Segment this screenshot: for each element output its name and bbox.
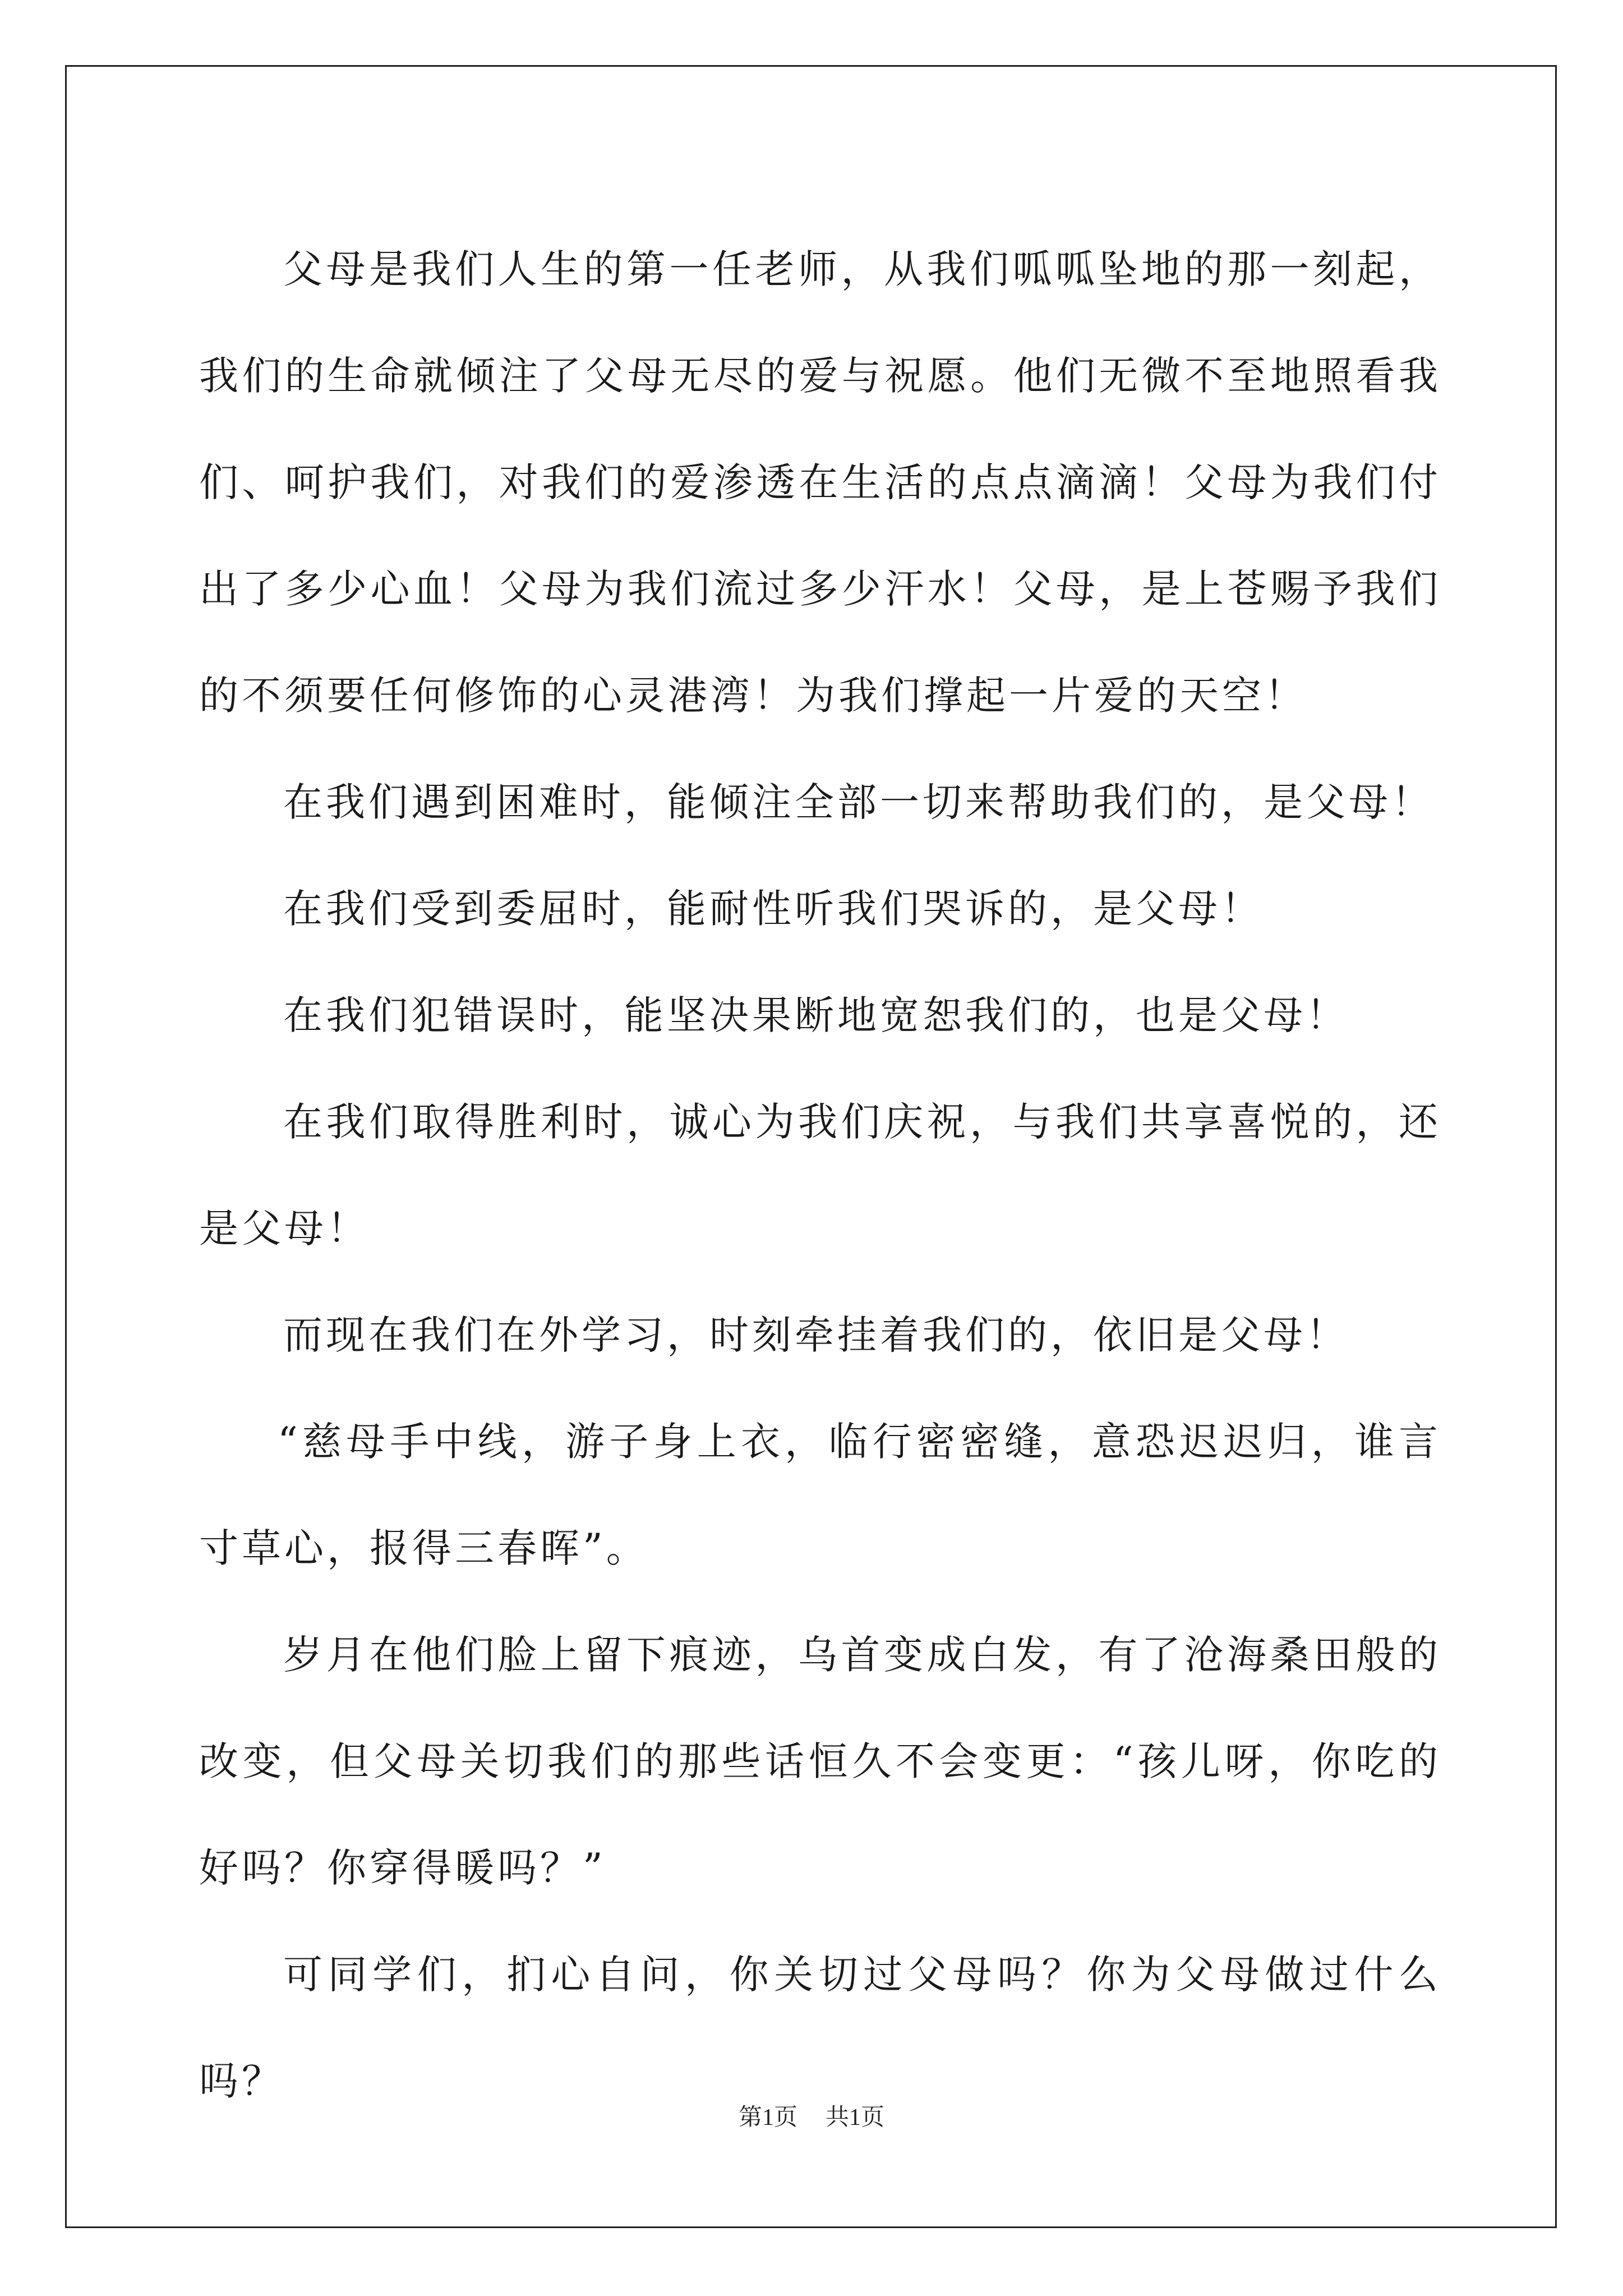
page-total: 共1页 — [826, 2105, 885, 2131]
document-body — [199, 216, 1441, 2134]
paragraph-7-poem-quote: “慈母手中线，游子身上衣，临行密密缝，意恐迟迟归，谁言寸草心，报得三春晖”。 — [199, 1419, 1441, 1571]
paragraph-8: 岁月在他们脸上留下痕迹，乌首变成白发，有了沧海桑田般的改变，但父母关切我们的那些话恒久不会变更：“孩儿呀，你吃的好吗？你穿得暖吗？” — [199, 1632, 1441, 1891]
paragraph-9: 可同学们，扪心自问，你关切过父母吗？你为父母做过什么吗？ — [199, 1952, 1441, 2104]
paragraph-5: 在我们取得胜利时，诚心为我们庆祝，与我们共享喜悦的，还是父母！ — [199, 1099, 1441, 1251]
paragraph-4: 在我们犯错误时，能坚决果断地宽恕我们的，也是父母！ — [283, 992, 1349, 1038]
page-footer — [0, 2101, 1623, 2134]
paragraph-1: 父母是我们人生的第一任老师，从我们呱呱坠地的那一刻起，我们的生命就倾注了父母无尽的爱与祝愿。他们无微不至地照看我们、呵护我们，对我们的爱渗透在生活的点点滴滴！父母为我们付出了多少心血！父母为我们流过多少汗水！父母，是上苍赐予我们的不须要任何修饰的心灵港湾！为我们撑起一片爱的天空！ — [199, 246, 1441, 719]
paragraph-2: 在我们遇到困难时，能倾注全部一切来帮助我们的，是父母！ — [283, 779, 1434, 825]
page-number: 第1页 — [738, 2105, 797, 2131]
paragraph-6: 而现在我们在外学习，时刻牵挂着我们的，依旧是父母！ — [283, 1312, 1349, 1358]
paragraph-3: 在我们受到委屈时，能耐性听我们哭诉的，是父母！ — [283, 886, 1264, 932]
